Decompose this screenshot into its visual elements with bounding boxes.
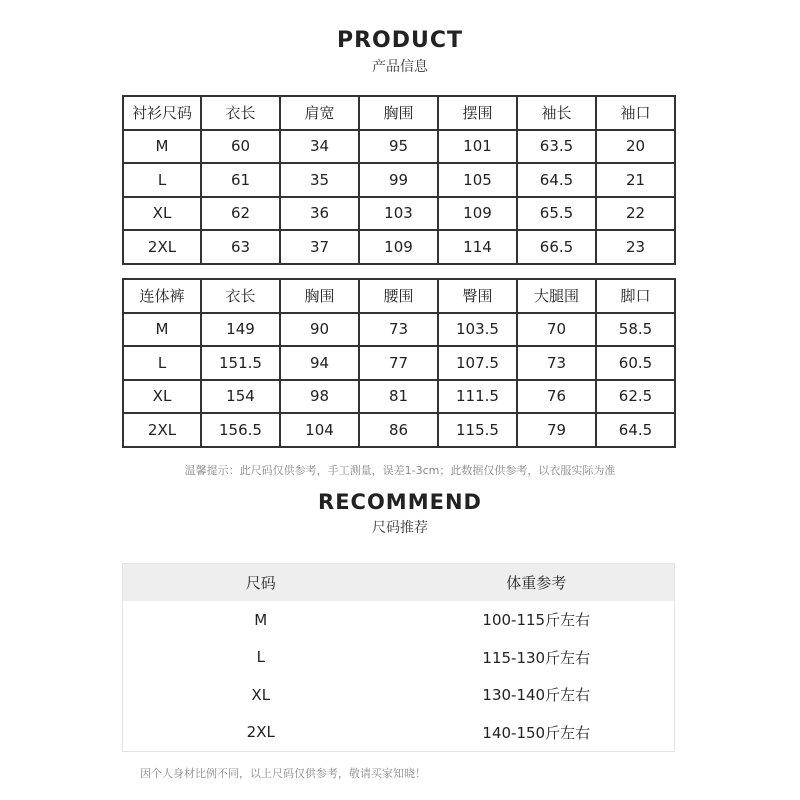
table-cell: 151.5 (201, 346, 280, 380)
table-cell: XL (251, 685, 271, 704)
table-cell: 23 (596, 230, 675, 264)
table-cell: 79 (517, 413, 596, 447)
table-cell: 94 (280, 346, 359, 380)
recommend-subtitle: 尺码推荐 (372, 520, 428, 536)
table-cell: 37 (280, 230, 359, 264)
table-header-row (123, 279, 675, 313)
header-cell: 衣长 (201, 96, 280, 130)
product-subtitle: 产品信息 (372, 59, 428, 75)
table-cell: 2XL (123, 230, 201, 264)
table-cell: 109 (359, 230, 438, 264)
table-row (123, 676, 675, 714)
table-header-row (123, 96, 675, 130)
table-row (123, 346, 675, 380)
table-row (123, 413, 675, 447)
table-cell: 103 (359, 197, 438, 231)
table-cell: L (123, 346, 201, 380)
header-cell: 衣长 (201, 279, 280, 313)
header-cell: 摆围 (438, 96, 517, 130)
recommend-table (122, 563, 675, 752)
table-cell: L (123, 163, 201, 197)
header-cell: 体重参考 (399, 564, 675, 602)
table-cell: 21 (596, 163, 675, 197)
table-cell: 90 (280, 313, 359, 347)
header-cell: 连体裤 (123, 279, 201, 313)
table-cell: 99 (359, 163, 438, 197)
table-cell: 35 (280, 163, 359, 197)
table-cell: 64.5 (596, 413, 675, 447)
table-cell: M (123, 313, 201, 347)
header-cell: 胸围 (359, 96, 438, 130)
table-cell: 20 (596, 130, 675, 164)
table-cell: 73 (359, 313, 438, 347)
table-cell: 114 (438, 230, 517, 264)
table-cell: 22 (596, 197, 675, 231)
table-row (123, 714, 675, 752)
table-cell: 154 (201, 380, 280, 414)
table-cell: 111.5 (438, 380, 517, 414)
table-cell: XL (123, 380, 201, 414)
table-row (123, 230, 675, 264)
table-row (123, 380, 675, 414)
table-cell: 109 (438, 197, 517, 231)
table-cell: 98 (280, 380, 359, 414)
table-cell: 81 (359, 380, 438, 414)
table-cell: 66.5 (517, 230, 596, 264)
table-cell: 149 (201, 313, 280, 347)
header-cell: 臀围 (438, 279, 517, 313)
table-cell: M (123, 130, 201, 164)
table-cell: 140-150斤左右 (482, 723, 591, 742)
header-cell: 腰围 (359, 279, 438, 313)
recommend-title: RECOMMEND (318, 490, 482, 514)
table-cell: 100-115斤左右 (482, 611, 591, 630)
table-cell: 62 (201, 197, 280, 231)
table-cell: 115.5 (438, 413, 517, 447)
table-cell: 70 (517, 313, 596, 347)
table-cell: 62.5 (596, 380, 675, 414)
table-row (123, 163, 675, 197)
header-cell: 袖长 (517, 96, 596, 130)
table-row (123, 639, 675, 677)
table-cell: XL (123, 197, 201, 231)
table-cell: 95 (359, 130, 438, 164)
jumpsuit-size-table (122, 278, 676, 448)
table-cell: 73 (517, 346, 596, 380)
table-cell: 63.5 (517, 130, 596, 164)
footer-note: 因个人身材比例不同，以上尺码仅供参考，敬请买家知晓！ (140, 767, 426, 780)
table-cell: 105 (438, 163, 517, 197)
table-cell: 63 (201, 230, 280, 264)
header-cell: 尺码 (123, 564, 399, 602)
table-row (123, 130, 675, 164)
table-cell: 130-140斤左右 (482, 686, 591, 705)
table-cell: 2XL (246, 723, 275, 742)
size-tip: 温馨提示：此尺码仅供参考，手工测量，误差1-3cm；此数据仅供参考，以衣服实际为准 (184, 464, 616, 477)
table-cell: 101 (438, 130, 517, 164)
header-cell: 大腿围 (517, 279, 596, 313)
table-cell: 58.5 (596, 313, 675, 347)
table-cell: 76 (517, 380, 596, 414)
header-cell: 肩宽 (280, 96, 359, 130)
table-cell: 36 (280, 197, 359, 231)
header-cell: 衬衫尺码 (123, 96, 201, 130)
table-cell: 61 (201, 163, 280, 197)
table-cell: 60.5 (596, 346, 675, 380)
table-cell: 107.5 (438, 346, 517, 380)
table-row (123, 313, 675, 347)
product-title: PRODUCT (336, 28, 464, 53)
table-cell: 77 (359, 346, 438, 380)
table-cell: M (254, 610, 268, 629)
header-cell: 胸围 (280, 279, 359, 313)
header-cell: 脚口 (596, 279, 675, 313)
table-row (123, 197, 675, 231)
table-row (123, 601, 675, 639)
shirt-size-table (122, 95, 676, 265)
table-cell: 65.5 (517, 197, 596, 231)
table-cell: 2XL (123, 413, 201, 447)
table-cell: 64.5 (517, 163, 596, 197)
table-cell: 86 (359, 413, 438, 447)
table-cell: 115-130斤左右 (482, 648, 591, 667)
table-cell: L (256, 648, 265, 667)
table-cell: 156.5 (201, 413, 280, 447)
table-cell: 103.5 (438, 313, 517, 347)
table-cell: 34 (280, 130, 359, 164)
table-cell: 104 (280, 413, 359, 447)
header-cell: 袖口 (596, 96, 675, 130)
table-cell: 60 (201, 130, 280, 164)
